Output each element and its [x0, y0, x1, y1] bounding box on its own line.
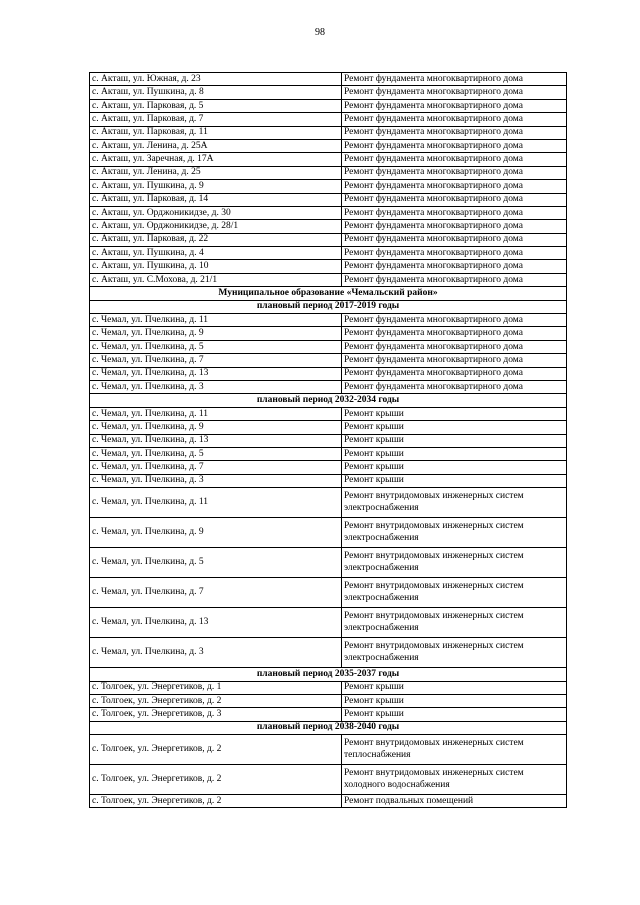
table-row	[90, 247, 567, 260]
table-row	[90, 488, 567, 518]
section-heading: плановый период 2035-2037 годы	[90, 668, 567, 681]
address-cell: с. Чемал, ул. Пчелкина, д. 13	[90, 608, 342, 638]
table-row	[90, 735, 567, 765]
table-row	[90, 73, 567, 86]
work-type-cell: Ремонт крыши	[342, 694, 567, 707]
address-cell: с. Акташ, ул. С.Мохова, д. 21/1	[90, 273, 342, 286]
section-heading: плановый период 2032-2034 годы	[90, 394, 567, 407]
table-row	[90, 367, 567, 380]
work-type-cell: Ремонт крыши	[342, 421, 567, 434]
page-number: 98	[315, 27, 325, 38]
table-row	[90, 765, 567, 795]
table-row	[90, 99, 567, 112]
work-type-cell: Ремонт внутридомовых инженерных систем электроснабжения	[342, 608, 567, 638]
work-type-cell: Ремонт внутридомовых инженерных систем электроснабжения	[342, 518, 567, 548]
table-row	[90, 578, 567, 608]
work-type-cell: Ремонт крыши	[342, 681, 567, 694]
section-heading-row	[90, 721, 567, 734]
work-type-cell: Ремонт подвальных помещений	[342, 795, 567, 808]
table-row	[90, 548, 567, 578]
address-cell: с. Акташ, ул. Ленина, д. 25	[90, 166, 342, 179]
address-cell: с. Толгоек, ул. Энергетиков, д. 2	[90, 795, 342, 808]
work-type-cell: Ремонт фундамента многоквартирного дома	[342, 206, 567, 219]
table-row	[90, 447, 567, 460]
address-cell: с. Чемал, ул. Пчелкина, д. 3	[90, 474, 342, 487]
table-row	[90, 434, 567, 447]
table-row	[90, 638, 567, 668]
table-row	[90, 233, 567, 246]
address-cell: с. Акташ, ул. Парковая, д. 7	[90, 113, 342, 126]
address-cell: с. Чемал, ул. Пчелкина, д. 9	[90, 421, 342, 434]
table-row	[90, 327, 567, 340]
table-row	[90, 153, 567, 166]
table-row	[90, 380, 567, 393]
work-type-cell: Ремонт внутридомовых инженерных систем электроснабжения	[342, 488, 567, 518]
work-type-cell: Ремонт фундамента многоквартирного дома	[342, 247, 567, 260]
table-row	[90, 126, 567, 139]
table-row	[90, 694, 567, 707]
work-type-cell: Ремонт фундамента многоквартирного дома	[342, 113, 567, 126]
address-cell: с. Чемал, ул. Пчелкина, д. 13	[90, 367, 342, 380]
address-cell: с. Чемал, ул. Пчелкина, д. 13	[90, 434, 342, 447]
address-cell: с. Акташ, ул. Пушкина, д. 10	[90, 260, 342, 273]
address-cell: с. Акташ, ул. Пушкина, д. 4	[90, 247, 342, 260]
section-heading-row	[90, 668, 567, 681]
table-row	[90, 421, 567, 434]
address-cell: с. Толгоек, ул. Энергетиков, д. 1	[90, 681, 342, 694]
address-cell: с. Чемал, ул. Пчелкина, д. 3	[90, 638, 342, 668]
work-type-cell: Ремонт крыши	[342, 474, 567, 487]
repair-schedule-table	[89, 72, 567, 808]
work-type-cell: Ремонт фундамента многоквартирного дома	[342, 233, 567, 246]
table-row	[90, 273, 567, 286]
address-cell: с. Акташ, ул. Пушкина, д. 9	[90, 180, 342, 193]
work-type-cell: Ремонт фундамента многоквартирного дома	[342, 126, 567, 139]
table-body	[90, 73, 567, 808]
address-cell: с. Чемал, ул. Пчелкина, д. 9	[90, 327, 342, 340]
work-type-cell: Ремонт крыши	[342, 708, 567, 721]
table-row	[90, 180, 567, 193]
work-type-cell: Ремонт фундамента многоквартирного дома	[342, 86, 567, 99]
address-cell: с. Акташ, ул. Парковая, д. 22	[90, 233, 342, 246]
table-row	[90, 166, 567, 179]
work-type-cell: Ремонт внутридомовых инженерных систем электроснабжения	[342, 578, 567, 608]
address-cell: с. Акташ, ул. Заречная, д. 17А	[90, 153, 342, 166]
address-cell: с. Чемал, ул. Пчелкина, д. 5	[90, 548, 342, 578]
work-type-cell: Ремонт фундамента многоквартирного дома	[342, 153, 567, 166]
table-row	[90, 407, 567, 420]
table-row	[90, 518, 567, 548]
address-cell: с. Акташ, ул. Парковая, д. 11	[90, 126, 342, 139]
table-row	[90, 461, 567, 474]
work-type-cell: Ремонт крыши	[342, 407, 567, 420]
address-cell: с. Чемал, ул. Пчелкина, д. 5	[90, 447, 342, 460]
work-type-cell: Ремонт фундамента многоквартирного дома	[342, 260, 567, 273]
section-heading: плановый период 2017-2019 годы	[90, 300, 567, 313]
table-row	[90, 86, 567, 99]
work-type-cell: Ремонт фундамента многоквартирного дома	[342, 314, 567, 327]
table-row	[90, 474, 567, 487]
address-cell: с. Чемал, ул. Пчелкина, д. 11	[90, 407, 342, 420]
work-type-cell: Ремонт внутридомовых инженерных систем холодного водоснабжения	[342, 765, 567, 795]
address-cell: с. Чемал, ул. Пчелкина, д. 9	[90, 518, 342, 548]
address-cell: с. Чемал, ул. Пчелкина, д. 11	[90, 488, 342, 518]
address-cell: с. Толгоек, ул. Энергетиков, д. 3	[90, 708, 342, 721]
work-type-cell: Ремонт крыши	[342, 461, 567, 474]
address-cell: с. Толгоек, ул. Энергетиков, д. 2	[90, 694, 342, 707]
table-row	[90, 708, 567, 721]
table-row	[90, 113, 567, 126]
table-row	[90, 220, 567, 233]
address-cell: с. Акташ, ул. Парковая, д. 5	[90, 99, 342, 112]
section-heading-row	[90, 300, 567, 313]
table-row	[90, 681, 567, 694]
address-cell: с. Чемал, ул. Пчелкина, д. 7	[90, 461, 342, 474]
table-row	[90, 608, 567, 638]
work-type-cell: Ремонт внутридомовых инженерных систем электроснабжения	[342, 638, 567, 668]
table-row	[90, 340, 567, 353]
work-type-cell: Ремонт крыши	[342, 447, 567, 460]
work-type-cell: Ремонт фундамента многоквартирного дома	[342, 220, 567, 233]
section-heading: Муниципальное образование «Чемальский район»	[90, 287, 567, 300]
address-cell: с. Чемал, ул. Пчелкина, д. 11	[90, 314, 342, 327]
work-type-cell: Ремонт фундамента многоквартирного дома	[342, 354, 567, 367]
address-cell: с. Толгоек, ул. Энергетиков, д. 2	[90, 735, 342, 765]
address-cell: с. Акташ, ул. Южная, д. 23	[90, 73, 342, 86]
section-heading-row	[90, 287, 567, 300]
work-type-cell: Ремонт фундамента многоквартирного дома	[342, 273, 567, 286]
address-cell: с. Акташ, ул. Парковая, д. 14	[90, 193, 342, 206]
table-row	[90, 354, 567, 367]
table-row	[90, 314, 567, 327]
work-type-cell: Ремонт фундамента многоквартирного дома	[342, 139, 567, 152]
work-type-cell: Ремонт фундамента многоквартирного дома	[342, 166, 567, 179]
address-cell: с. Акташ, ул. Ленина, д. 25А	[90, 139, 342, 152]
section-heading: плановый период 2038-2040 годы	[90, 721, 567, 734]
address-cell: с. Акташ, ул. Пушкина, д. 8	[90, 86, 342, 99]
table-row	[90, 206, 567, 219]
table-row	[90, 795, 567, 808]
work-type-cell: Ремонт внутридомовых инженерных систем теплоснабжения	[342, 735, 567, 765]
address-cell: с. Акташ, ул. Орджоникидзе, д. 30	[90, 206, 342, 219]
work-type-cell: Ремонт внутридомовых инженерных систем электроснабжения	[342, 548, 567, 578]
work-type-cell: Ремонт фундамента многоквартирного дома	[342, 180, 567, 193]
work-type-cell: Ремонт фундамента многоквартирного дома	[342, 380, 567, 393]
section-heading-row	[90, 394, 567, 407]
address-cell: с. Акташ, ул. Орджоникидзе, д. 28/1	[90, 220, 342, 233]
table-row	[90, 260, 567, 273]
table-row	[90, 139, 567, 152]
work-type-cell: Ремонт фундамента многоквартирного дома	[342, 367, 567, 380]
work-type-cell: Ремонт фундамента многоквартирного дома	[342, 340, 567, 353]
work-type-cell: Ремонт крыши	[342, 434, 567, 447]
address-cell: с. Чемал, ул. Пчелкина, д. 3	[90, 380, 342, 393]
work-type-cell: Ремонт фундамента многоквартирного дома	[342, 99, 567, 112]
work-type-cell: Ремонт фундамента многоквартирного дома	[342, 193, 567, 206]
work-type-cell: Ремонт фундамента многоквартирного дома	[342, 327, 567, 340]
address-cell: с. Чемал, ул. Пчелкина, д. 7	[90, 354, 342, 367]
address-cell: с. Чемал, ул. Пчелкина, д. 7	[90, 578, 342, 608]
address-cell: с. Чемал, ул. Пчелкина, д. 5	[90, 340, 342, 353]
address-cell: с. Толгоек, ул. Энергетиков, д. 2	[90, 765, 342, 795]
work-type-cell: Ремонт фундамента многоквартирного дома	[342, 73, 567, 86]
table-row	[90, 193, 567, 206]
